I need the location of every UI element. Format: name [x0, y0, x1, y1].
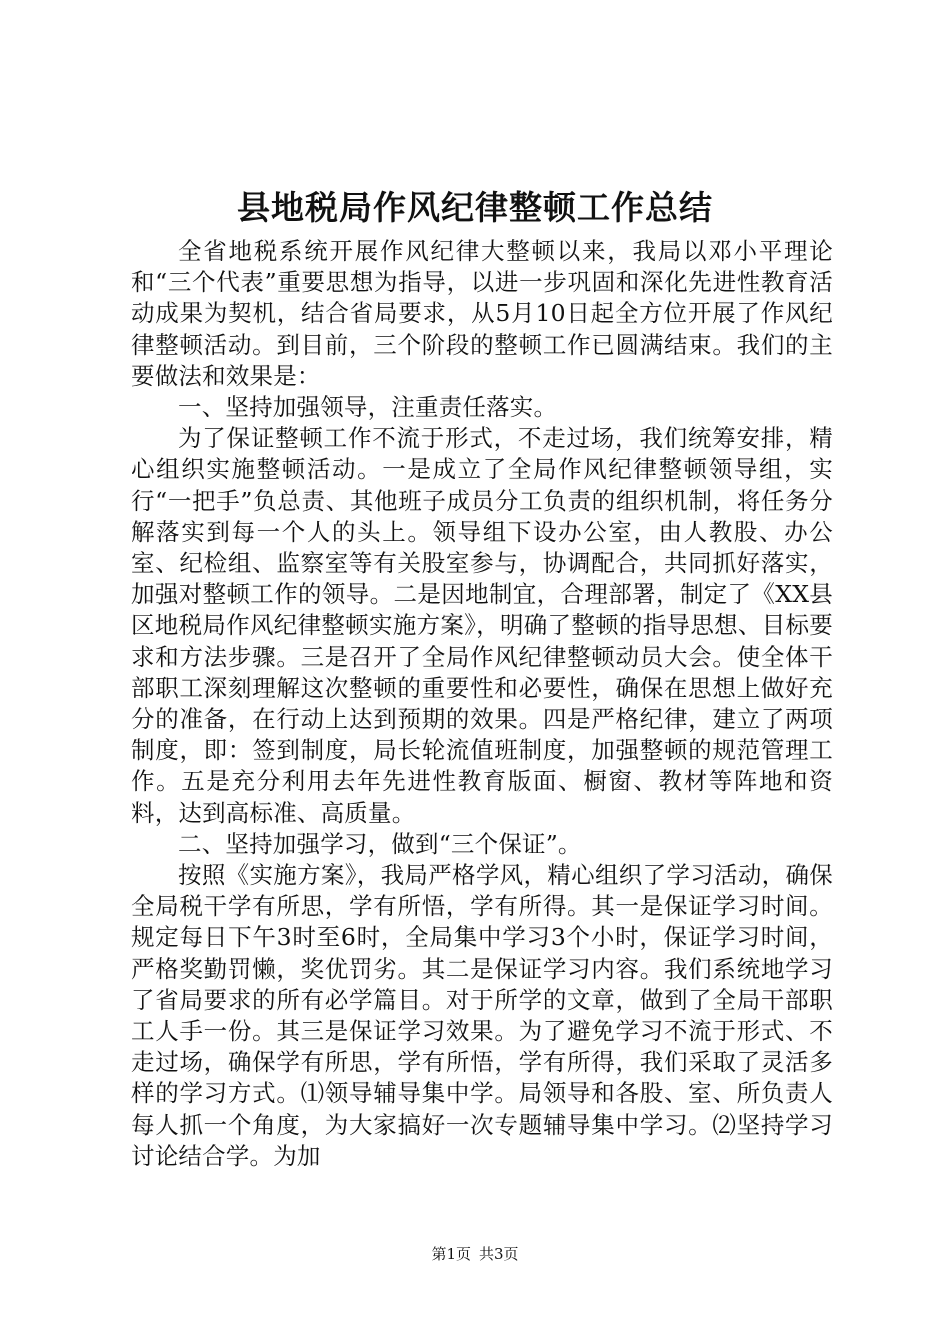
page-number: 第1页 [431, 1245, 471, 1263]
section-heading-1: 一、坚持加强领导，注重责任落实。 [178, 393, 558, 422]
section-heading-2: 二、坚持加强学习，做到“三个保证”。 [178, 829, 582, 858]
page-total: 共3页 [479, 1245, 519, 1263]
paragraph-intro: 全省地税系统开展作风纪律大整顿以来，我局以邓小平理论和“三个代表”重要思想为指导，以进一步巩固和深化先进性教育活动成果为契机，结合省局要求，从5月10日起全方位开展了作风纪律整顿活动。到目前，三个阶段的整顿工作已圆满结束。我们的主要做法和效果是： [131, 237, 833, 390]
page-footer [0, 1244, 950, 1264]
paragraph-section-1: 为了保证整顿工作不流于形式，不走过场，我们统筹安排，精心组织实施整顿活动。一是成立了全局作风纪律整顿领导组，实行“一把手”负总责、其他班子成员分工负责的组织机制，将任务分解落实到每一个人的头上。领导组下设办公室，由人教股、办公室、纪检组、监察室等有关股室参与，协调配合，共同抓好落实，加强对整顿工作的领导。二是因地制宜，合理部署，制定了《XX县区地税局作风纪律整顿实施方案》，明确了整顿的指导思想、目标要求和方法步骤。三是召开了全局作风纪律整顿动员大会。使全体干部职工深刻理解这次整顿的重要性和必要性，确保在思想上做好充分的准备，在行动上达到预期的效果。四是严格纪律，建立了两项制度，即：签到制度，局长轮流值班制度，加强整顿的规范管理工作。五是充分利用去年先进性教育版面、橱窗、教材等阵地和资料，达到高标准、高质量。 [131, 424, 833, 827]
document-title: 县地税局作风纪律整顿工作总结 [237, 188, 713, 227]
document-body [131, 236, 833, 1172]
paragraph-section-2: 按照《实施方案》，我局严格学风，精心组织了学习活动，确保全局税干学有所思，学有所悟，学有所得。其一是保证学习时间。规定每日下午3时至6时，全局集中学习3个小时，保证学习时间，严格奖勤罚懒，奖优罚劣。其二是保证学习内容。我们系统地学习了省局要求的所有必学篇目。对于所学的文章，做到了全局干部职工人手一份。其三是保证学习效果。为了避免学习不流于形式、不走过场，确保学有所思，学有所悟，学有所得，我们采取了灵活多样的学习方式。⑴领导辅导集中学。局领导和各股、室、所负责人每人抓一个角度，为大家搞好一次专题辅导集中学习。⑵坚持学习讨论结合学。为加 [131, 861, 833, 1170]
